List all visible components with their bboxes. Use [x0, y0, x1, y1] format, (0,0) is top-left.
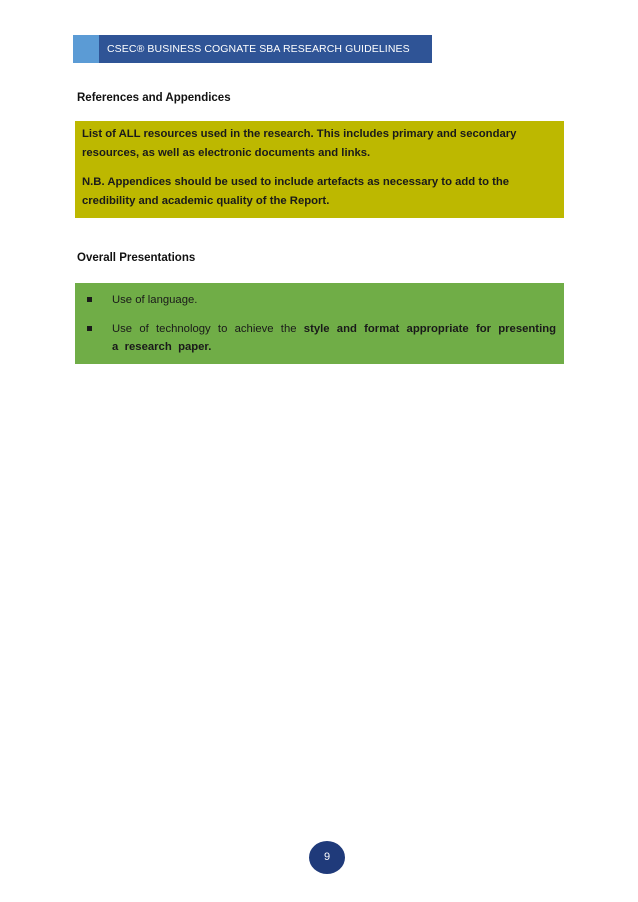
list-item	[75, 320, 556, 356]
bullet-text-lead: Use of technology to achieve the	[112, 323, 304, 335]
list-item	[75, 291, 556, 309]
presentations-box	[75, 283, 564, 364]
references-paragraph-2: N.B. Appendices should be used to include artefacts as necessary to add to the credibility and academic quality of the Report.	[82, 176, 510, 207]
bullet-text: Use of language.	[112, 294, 198, 306]
references-box	[75, 121, 564, 218]
header-banner	[73, 35, 432, 63]
page-number-badge: 9	[309, 841, 345, 874]
square-bullet-icon	[87, 326, 92, 331]
header-title: CSEC® BUSINESS COGNATE SBA RESEARCH GUIDELINES	[107, 43, 410, 55]
square-bullet-icon	[87, 297, 92, 302]
header-accent-block	[73, 35, 99, 63]
bullet-text	[112, 320, 556, 356]
references-heading: References and Appendices	[77, 92, 231, 104]
references-paragraph-1: List of ALL resources used in the research. This includes primary and secondary resources, as well as electronic documents and links.	[82, 128, 517, 159]
presentations-heading: Overall Presentations	[77, 252, 196, 264]
bullet-text-emphasis: style and format appropriate for presenting a research paper.	[112, 323, 557, 353]
